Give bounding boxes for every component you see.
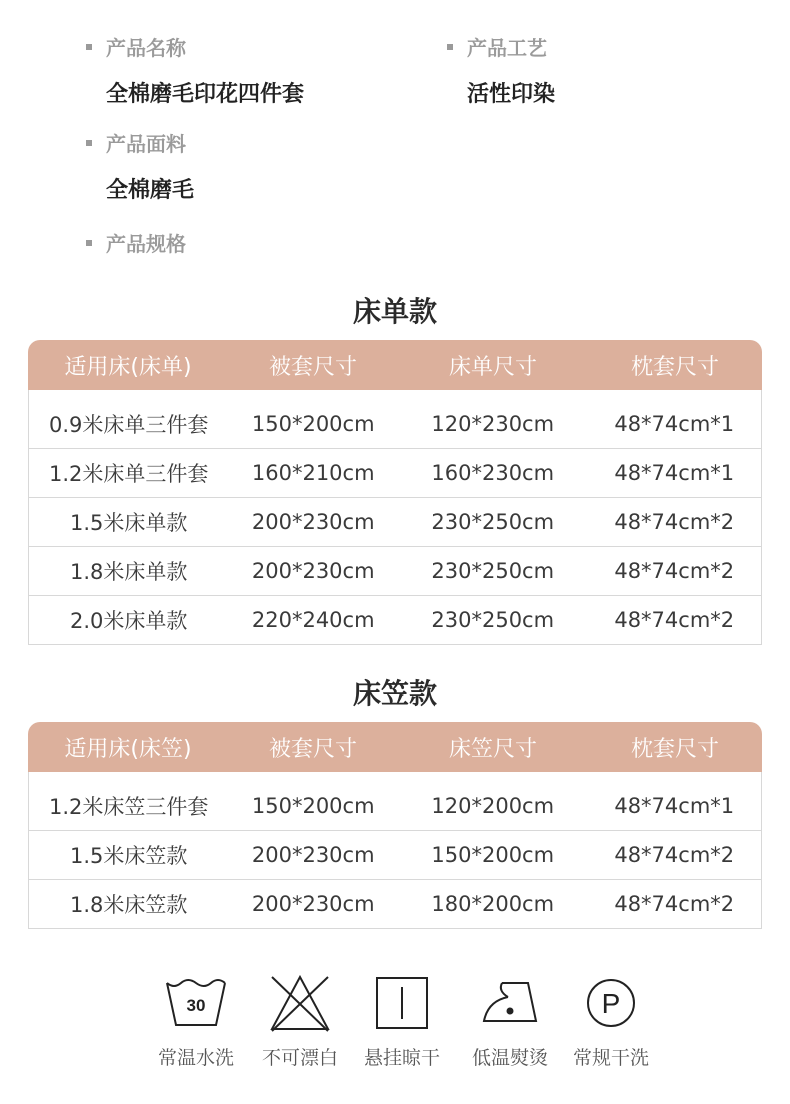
table-cell: 1.8米床单款 xyxy=(70,560,188,584)
fitted-table-header xyxy=(28,722,762,772)
sheet-section-title: 床单款 xyxy=(352,295,437,328)
sheet-table-body xyxy=(28,390,762,645)
table-cell: 48*74cm*1 xyxy=(614,461,735,485)
fitted-section-title: 床笠款 xyxy=(352,677,437,710)
care-label: 不可漂白 xyxy=(261,1047,338,1069)
table-cell: 2.0米床单款 xyxy=(70,609,188,633)
low-iron-icon xyxy=(480,975,540,1027)
header-cell: 被套尺寸 xyxy=(268,736,357,762)
wash-30-icon xyxy=(164,975,228,1029)
fitted-table-body xyxy=(28,772,762,929)
sheet-size-table xyxy=(28,340,762,645)
table-cell: 48*74cm*1 xyxy=(614,794,735,818)
product-name-label: 产品名称 xyxy=(106,36,186,60)
wash-temp-text: 30 xyxy=(186,996,206,1015)
header-cell: 枕套尺寸 xyxy=(630,354,719,380)
table-cell: 120*230cm xyxy=(431,412,555,436)
info-product-craft xyxy=(447,32,555,108)
header-cell: 床单尺寸 xyxy=(448,354,537,380)
header-cell: 枕套尺寸 xyxy=(630,736,719,762)
fitted-size-table xyxy=(28,722,762,929)
table-cell: 48*74cm*2 xyxy=(614,608,735,632)
table-cell: 230*250cm xyxy=(431,559,555,583)
table-row xyxy=(29,498,761,547)
care-label: 悬挂晾干 xyxy=(363,1047,440,1069)
p-letter-text: P xyxy=(601,988,621,1019)
table-cell: 48*74cm*2 xyxy=(614,892,735,916)
table-row xyxy=(29,782,761,831)
info-product-spec xyxy=(86,228,186,257)
table-cell: 1.5米床笠款 xyxy=(70,844,188,868)
care-item-iron xyxy=(455,975,565,1070)
table-cell: 1.5米床单款 xyxy=(70,511,188,535)
care-label: 低温熨烫 xyxy=(471,1047,548,1069)
table-cell: 48*74cm*2 xyxy=(614,843,735,867)
dry-clean-p-icon xyxy=(583,975,639,1031)
table-row xyxy=(29,449,761,498)
table-row xyxy=(29,400,761,449)
product-fabric-value: 全棉磨毛 xyxy=(106,178,195,203)
care-label: 常温水洗 xyxy=(157,1047,234,1069)
table-cell: 150*200cm xyxy=(251,412,375,436)
care-item-wash xyxy=(141,975,251,1070)
product-name-value: 全棉磨毛印花四件套 xyxy=(106,82,305,107)
table-cell: 230*250cm xyxy=(431,608,555,632)
table-cell: 1.2米床单三件套 xyxy=(49,462,209,486)
table-cell: 200*230cm xyxy=(251,892,375,916)
table-cell: 48*74cm*2 xyxy=(614,559,735,583)
table-cell: 200*230cm xyxy=(251,510,375,534)
table-cell: 1.2米床笠三件套 xyxy=(49,795,209,819)
info-product-fabric xyxy=(86,128,194,204)
bullet-icon xyxy=(86,140,92,146)
table-row xyxy=(29,547,761,596)
hang-dry-icon xyxy=(374,975,430,1031)
header-cell: 床笠尺寸 xyxy=(448,736,537,762)
care-item-bleach xyxy=(245,975,355,1070)
table-cell: 160*230cm xyxy=(431,461,555,485)
table-cell: 0.9米床单三件套 xyxy=(49,413,209,437)
care-label: 常规干洗 xyxy=(572,1047,649,1069)
table-cell: 120*200cm xyxy=(431,794,555,818)
product-spec-label: 产品规格 xyxy=(106,232,186,256)
care-item-dry xyxy=(347,975,457,1070)
table-cell: 48*74cm*1 xyxy=(614,412,735,436)
table-cell: 180*200cm xyxy=(431,892,555,916)
table-row xyxy=(29,831,761,880)
table-row xyxy=(29,596,761,644)
product-fabric-label: 产品面料 xyxy=(106,132,186,156)
table-row xyxy=(29,880,761,928)
table-cell: 1.8米床笠款 xyxy=(70,893,188,917)
info-product-name xyxy=(86,32,304,108)
sheet-table-header xyxy=(28,340,762,390)
table-cell: 160*210cm xyxy=(251,461,375,485)
bullet-icon xyxy=(447,44,453,50)
table-cell: 150*200cm xyxy=(431,843,555,867)
table-cell: 230*250cm xyxy=(431,510,555,534)
care-instructions xyxy=(0,975,790,1085)
table-cell: 150*200cm xyxy=(251,794,375,818)
table-cell: 48*74cm*2 xyxy=(614,510,735,534)
table-cell: 200*230cm xyxy=(251,843,375,867)
table-cell: 200*230cm xyxy=(251,559,375,583)
header-cell: 被套尺寸 xyxy=(268,354,357,380)
bullet-icon xyxy=(86,44,92,50)
care-item-dryclean xyxy=(556,975,666,1070)
table-cell: 220*240cm xyxy=(251,608,375,632)
product-craft-label: 产品工艺 xyxy=(467,36,547,60)
no-bleach-icon xyxy=(268,975,332,1033)
header-cell: 适用床(床单) xyxy=(64,354,192,380)
header-cell: 适用床(床笠) xyxy=(64,736,192,762)
bullet-icon xyxy=(86,240,92,246)
product-craft-value: 活性印染 xyxy=(467,82,556,107)
